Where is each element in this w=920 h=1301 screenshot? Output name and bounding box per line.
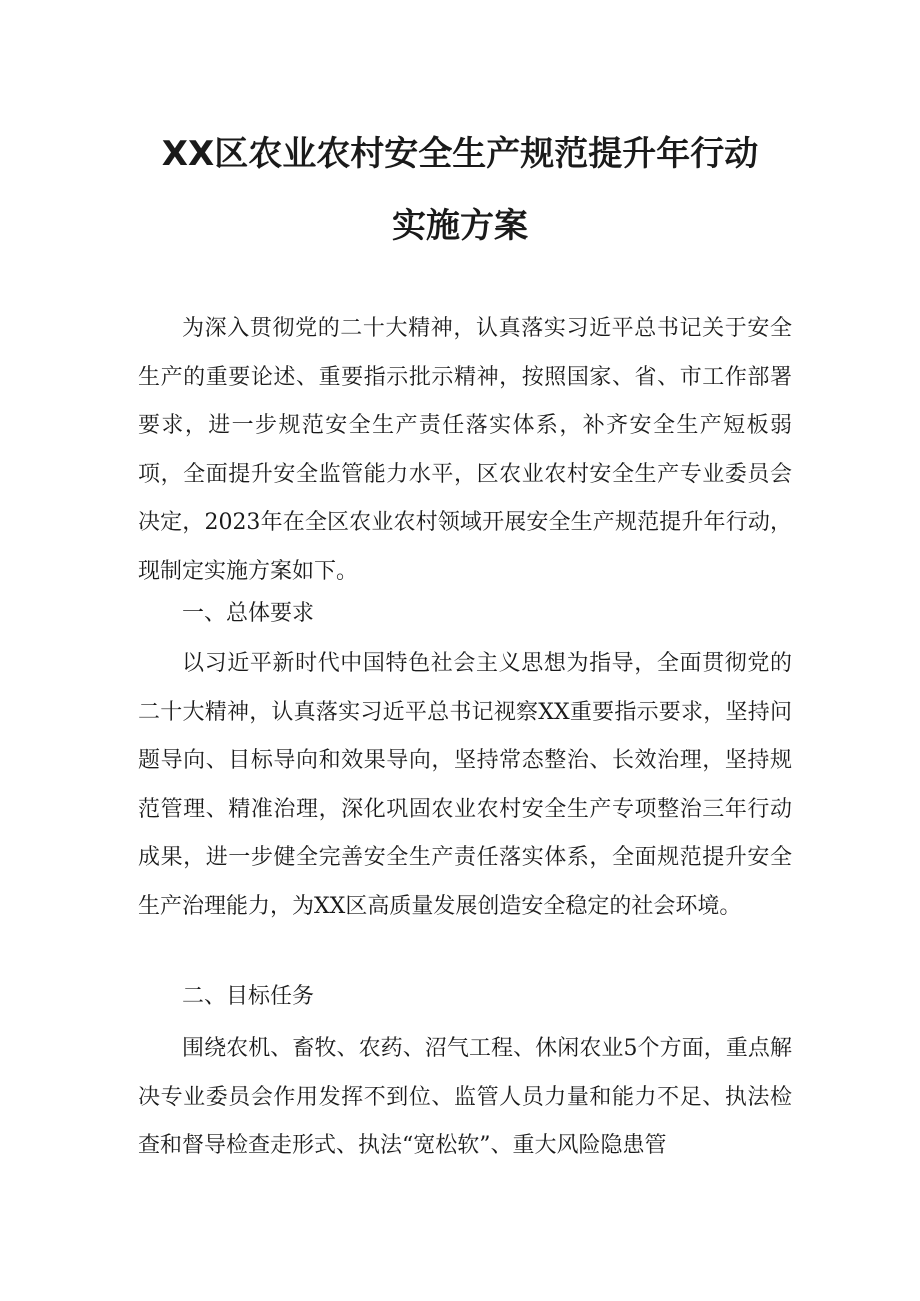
general-requirements-paragraph: 以习近平新时代中国特色社会主义思想为指导，全面贯彻党的二十大精神，认真落实习近平总书记视察XX重要指示要求，坚持问题导向、目标导向和效果导向，坚持常态整治、长效治理，坚持规范管理、精准治理，深化巩固农业农村安全生产专项整治三年行动成果，进一步健全完善安全生产责任落实体系，全面规范提升安全生产治理能力，为XX区高质量发展创造安全稳定的社会环境。: [138, 651, 792, 919]
document-title-line2: 实施方案: [392, 206, 528, 246]
section-heading-general-requirements: 一、总体要求: [182, 601, 315, 626]
intro-paragraph: 为深入贯彻党的二十大精神，认真落实习近平总书记关于安全生产的重要论述、重要指示批示精神，按照国家、省、市工作部署要求，进一步规范安全生产责任落实体系，补齐安全生产短板弱项，全面提升安全监管能力水平，区农业农村安全生产专业委员会决定，2023年在全区农业农村领域开展安全生产规范提升年行动，现制定实施方案如下。: [138, 316, 792, 584]
section-heading-target-tasks: 二、目标任务: [182, 984, 315, 1009]
target-tasks-paragraph: 围绕农机、畜牧、农药、沼气工程、休闲农业5个方面，重点解决专业委员会作用发挥不到位、监管人员力量和能力不足、执法检查和督导检查走形式、执法“宽松软”、重大风险隐患管: [138, 1036, 792, 1159]
document-title-line1: XX区农业农村安全生产规范提升年行动: [161, 134, 759, 174]
